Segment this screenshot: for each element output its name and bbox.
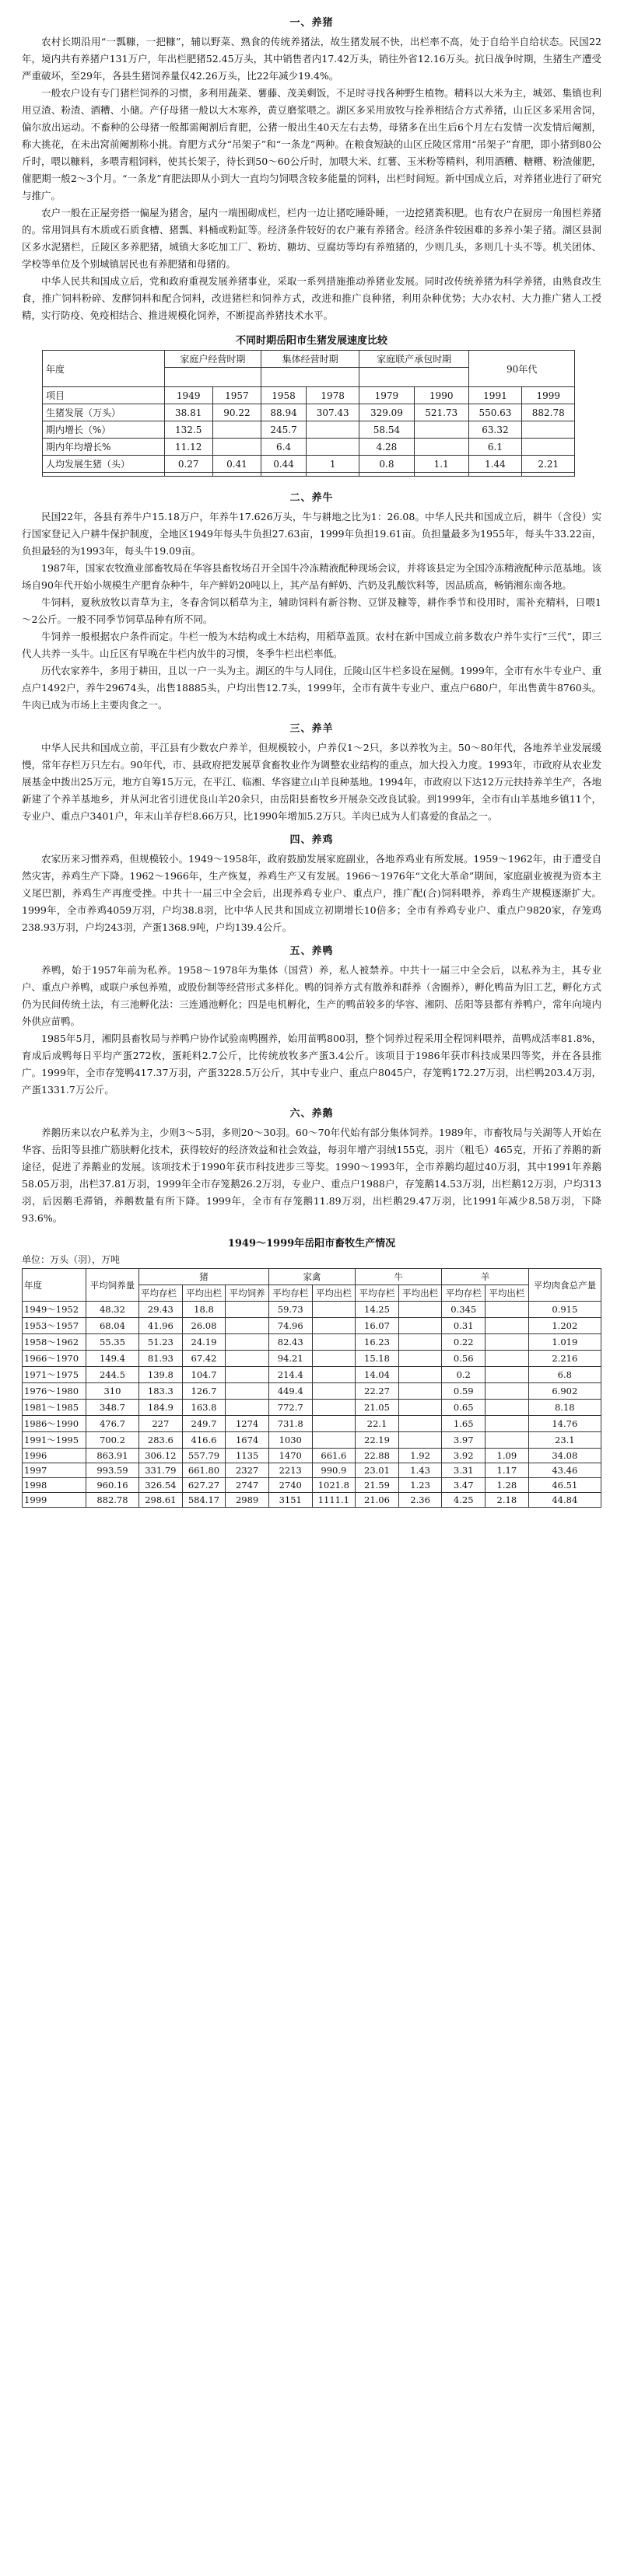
table-header-cell: 平均饲养量 — [86, 1269, 138, 1302]
table-cell: 1135 — [226, 1449, 269, 1463]
table-cell: 46.51 — [528, 1478, 601, 1493]
table-cell: 283.6 — [139, 1432, 183, 1449]
table-cell: 126.7 — [182, 1383, 226, 1400]
paragraph: 1987年，国家农牧渔业部畜牧局在华容县畜牧场召开全国牛冷冻精液配种现场会议，并将该县定为全国冷冻精液配种示范基地。该场自90年代开始小规模生产肥育杂种牛，年产鲜奶20吨以上，其产品有鲜奶、汽奶及乳酸饮料等，因品质高，畅销湘东南各地。 — [22, 562, 601, 591]
table-cell — [398, 1318, 442, 1334]
table-row — [23, 1416, 601, 1432]
table-header-cell: 年度 — [23, 1269, 86, 1302]
table-cell: 2.216 — [528, 1351, 601, 1367]
table-cell: 1953～1957 — [23, 1318, 86, 1334]
table-cell: 44.84 — [528, 1493, 601, 1508]
paragraph: 中华人民共和国成立前，平江县有少数农户养羊，但规模较小，户养仅1～2只，多以养牧为主。50～80年代，各地养羊业发展缓慢，常年存栏万只左右。90年代，市、县政府把发展草食畜牧业作为调整农业结构的重点，加大投入力度。1993年，市政府从农业发展基金中拨出25万元，地方自筹15万元，在平江、临湘、华容建立山羊良种基地。1994年，市政府以下达12万元扶持养羊生产，各地新建了个养羊基地乡，并从河北省引进优良山羊20余只，由岳阳县畜牧乡开展杂交改良试验。到1999年，全市有山羊基地乡镇11个，专业户、重点户3401户，年末山羊存栏8.66万只，比1990年增加5.2万只。羊肉已成为人们喜爱的食品之一。 — [22, 742, 601, 822]
table-cell: 11.12 — [164, 439, 212, 456]
table-cell: 1958～1962 — [23, 1334, 86, 1351]
table-cell — [398, 1334, 442, 1351]
table-cell: 1.1 — [414, 456, 468, 473]
table-cell: 1.09 — [486, 1449, 529, 1463]
table-cell — [312, 1367, 356, 1383]
table-cell: 227 — [139, 1416, 183, 1432]
table-cell: 21.05 — [356, 1400, 399, 1416]
table-cell — [486, 1416, 529, 1432]
table-header-cell: 平均出栏 — [398, 1285, 442, 1302]
table-cell — [226, 1400, 269, 1416]
table-cell: 期内增长（%） — [43, 421, 165, 439]
table-cell: 993.59 — [86, 1463, 138, 1478]
table-cell: 94.21 — [268, 1351, 312, 1367]
table-cell — [486, 1400, 529, 1416]
paragraph: 牛饲养一般根据农户条件而定。牛栏一般为木结构或土木结构，用稻草盖顶。农村在新中国成立前多数农户养牛实行“三代”，即三代人共养一头牛。山丘区有早晚在牛栏内放牛的习惯，冬季牛栏出栏率低。 — [22, 631, 601, 659]
table-cell: 6.8 — [528, 1367, 601, 1383]
table-cell: 661.6 — [312, 1449, 356, 1463]
table-header-cell: 平均肉食总产量 — [528, 1269, 601, 1302]
table-cell — [212, 439, 261, 456]
table-cell — [226, 1318, 269, 1334]
table-cell: 584.17 — [182, 1493, 226, 1508]
table-cell — [414, 473, 468, 477]
table-cell: 1.202 — [528, 1318, 601, 1334]
table-row — [23, 1463, 601, 1478]
table-cell: 2.36 — [398, 1493, 442, 1508]
paragraph: 农家历来习惯养鸡，但规模较小。1949～1958年，政府鼓励发展家庭副业，各地养鸡业有所发展。1959～1962年，由于遭受自然灾害，养鸡生产下降。1962～1966年，生产恢复，养鸡生产又有发展。1966～1976年“文化大革命”期间，家庭副业被视为资本主义尾巴割，养鸡生产再度受挫。中共十一届三中全会后，出现养鸡专业户、重点户，推广配(合)饲料喂养，养鸡生产规模逐渐扩大。1999年，全市养鸡4059万羽，户均38.8羽，比中华人民共和国成立初期增长10倍多；全市有养鸡专业户、重点户9820家，存笼鸡238.93万羽，户均243羽，产蛋1368.9吨，户均139.4公斤。 — [22, 853, 601, 933]
table-cell: 22.19 — [356, 1432, 399, 1449]
table-cell: 88.94 — [261, 404, 307, 421]
table-cell: 521.73 — [414, 404, 468, 421]
table-cell — [486, 1318, 529, 1334]
table-cell: 2747 — [226, 1478, 269, 1493]
table-header-cell: 平均出栏 — [182, 1285, 226, 1302]
table-row — [23, 1432, 601, 1449]
table-cell: 1981～1985 — [23, 1400, 86, 1416]
table-header-cell: 家庭联产承包时期 — [359, 351, 469, 368]
table-row — [23, 1351, 601, 1367]
table-cell: 245.7 — [261, 421, 307, 439]
table-cell: 1674 — [226, 1432, 269, 1449]
table-cell — [486, 1334, 529, 1351]
table-row — [23, 1367, 601, 1383]
table-cell — [522, 421, 575, 439]
table-cell: 58.54 — [359, 421, 414, 439]
table-cell: 项目 — [43, 387, 165, 404]
pig-structure-table — [42, 350, 575, 477]
table-cell: 26.08 — [182, 1318, 226, 1334]
table-cell — [312, 1432, 356, 1449]
table-cell: 23.1 — [528, 1432, 601, 1449]
table-cell: 2327 — [226, 1463, 269, 1478]
table-cell: 24.19 — [182, 1334, 226, 1351]
table-cell: 1966～1970 — [23, 1351, 86, 1367]
table-cell: 1990 — [414, 387, 468, 404]
table-header-cell: 家庭户经营时期 — [164, 351, 261, 368]
table-cell — [312, 1400, 356, 1416]
paragraph: 历代农家养牛，多用于耕田，且以一户一头为主。湖区的牛与人同住，丘陵山区牛栏多设在屋侧。1999年，全市有水牛专业户、重点户1492户，养牛29674头，出售18885头，户均出售12.7头，1999年，全市有黄牛专业户、重点户680户，年出售黄牛8760头。牛肉已成为市场上主要肉食之一。 — [22, 665, 601, 711]
table-cell: 149.4 — [86, 1351, 138, 1367]
table-cell: 63.32 — [468, 421, 521, 439]
paragraph: 养鹅历来以农户私养为主，少则3～5羽，多则20～30羽。60～70年代始有部分集体饲养。1989年，市畜牧局与关湖等人开始在华容、岳阳等县推广筋肤孵化技术，获得较好的经济效益和社会效益，每羽年增产羽绒155克，羽片（粗毛）465克，开拓了养鹅的新途径，促进了养鹅业的发展。该项技术于1990年获市科技进步三等奖。1990～1993年，全市养鹅均超过40万羽，其中1991年养鹅58.05万羽，出栏37.81万羽，1999年全市存笼鹅26.2万羽，专业户、重点户1988户，存笼鹅14.53万羽，出栏鹅12万羽，户均313羽，后因鹅毛滞销，养鹅数量有所下降。1999年，全市有存笼鹅11.89万羽，出栏鹅29.47万羽，比1991年减少8.58万羽，下降93.6%。 — [22, 1127, 601, 1224]
table-cell: 1.17 — [486, 1463, 529, 1478]
table-cell: 882.78 — [522, 404, 575, 421]
section-title-sheep: 三、养羊 — [289, 723, 334, 735]
table-cell: 0.915 — [528, 1302, 601, 1318]
table-cell: 22.27 — [356, 1383, 399, 1400]
table-cell: 14.25 — [356, 1302, 399, 1318]
paragraph: 养鸭，始于1957年前为私养。1958～1978年为集体（国营）养，私人被禁养。中共十一届三中全会后，以私养为主，其专业户、重点户养鸭，或联户承包养殖，或股份制等经营形式多样化。鸭的饲养方式有散养和群养（舍圈养），孵化鸭苗为旧工艺，孵化方式仍为民间传统土法，有三池孵化法：三连通池孵化；四是电机孵化，生产的鸭苗较多的华容、湘阴、岳阳等县都有养鸭户，常年向境内外供应苗鸭。 — [22, 964, 601, 1027]
table-cell — [226, 1334, 269, 1351]
table-cell — [312, 1302, 356, 1318]
table-cell: 0.56 — [442, 1351, 486, 1367]
table-cell — [468, 473, 521, 477]
table-cell: 1470 — [268, 1449, 312, 1463]
table-header-cell: 平均存栏 — [268, 1285, 312, 1302]
table-cell — [212, 473, 261, 477]
table-cell: 1976～1980 — [23, 1383, 86, 1400]
table-cell: 1274 — [226, 1416, 269, 1432]
table-cell: 882.78 — [86, 1493, 138, 1508]
paragraph: 民国22年，各县有养牛户15.18万户，年养牛17.626万头，牛与耕地之比为1：26.08。中华人民共和国成立后，耕牛（含役）实行国家登记入户耕牛保护制度，全地区1949年每头牛负担27.63亩，1999年负担19.61亩。负担量最多为1955年，每头牛33.22亩，负担最轻的为1993年，每头牛19.09亩。 — [22, 511, 601, 557]
table-cell: 0.59 — [442, 1383, 486, 1400]
table-cell: 132.5 — [164, 421, 212, 439]
table-cell: 55.35 — [86, 1334, 138, 1351]
table-cell: 1978 — [307, 387, 359, 404]
table-cell: 244.5 — [86, 1367, 138, 1383]
table-cell — [212, 421, 261, 439]
table-row — [23, 1478, 601, 1493]
table-cell — [164, 473, 212, 477]
table-cell: 43.46 — [528, 1463, 601, 1478]
table-cell: 期内年均增长% — [43, 439, 165, 456]
table-cell: 1.28 — [486, 1478, 529, 1493]
table-cell — [398, 1351, 442, 1367]
table-cell: 184.9 — [139, 1400, 183, 1416]
table-cell: 1971～1975 — [23, 1367, 86, 1383]
table-cell: 1998 — [23, 1478, 86, 1493]
table-header-cell: 牛 — [356, 1269, 442, 1285]
table-cell: 6.902 — [528, 1383, 601, 1400]
table-row — [23, 1400, 601, 1416]
table-cell: 生猪发展（万头） — [43, 404, 165, 421]
table-cell: 348.7 — [86, 1400, 138, 1416]
table-cell — [486, 1302, 529, 1318]
table-cell: 249.7 — [182, 1416, 226, 1432]
table-header-cell: 平均存栏 — [442, 1285, 486, 1302]
paragraph: 牛饲料，夏秋放牧以青草为主，冬春舍饲以稻草为主，辅助饲料有新谷物、豆饼及糠等，耕作季节和役用时，需补充精料，日喂1～2公斤。一般不同季节饲草品种有所不同。 — [22, 596, 601, 625]
table-cell: 1991～1995 — [23, 1432, 86, 1449]
table-cell — [398, 1432, 442, 1449]
table-cell: 2.21 — [522, 456, 575, 473]
table-cell — [359, 473, 414, 477]
table-cell: 1.23 — [398, 1478, 442, 1493]
table-cell: 1999 — [23, 1493, 86, 1508]
table-cell: 416.6 — [182, 1432, 226, 1449]
table-cell: 1.019 — [528, 1334, 601, 1351]
table-cell: 34.08 — [528, 1449, 601, 1463]
table-cell: 1021.8 — [312, 1478, 356, 1493]
table-cell: 2.18 — [486, 1493, 529, 1508]
table-cell — [414, 421, 468, 439]
table-title-pig-structure: 不同时期岳阳市生猪发展速度比较 — [235, 335, 387, 347]
table-cell: 1111.1 — [312, 1493, 356, 1508]
table-cell: 8.18 — [528, 1400, 601, 1416]
table-cell — [398, 1400, 442, 1416]
section-title-chicken: 四、养鸡 — [289, 834, 334, 846]
table-cell: 3151 — [268, 1493, 312, 1508]
table-cell: 68.04 — [86, 1318, 138, 1334]
table-cell: 29.43 — [139, 1302, 183, 1318]
table-cell — [522, 473, 575, 477]
table-cell: 0.345 — [442, 1302, 486, 1318]
table-cell: 326.54 — [139, 1478, 183, 1493]
table-header-cell: 家禽 — [268, 1269, 355, 1285]
table-cell: 298.61 — [139, 1493, 183, 1508]
table-cell: 163.8 — [182, 1400, 226, 1416]
table-row — [23, 1383, 601, 1400]
table-cell: 1986～1990 — [23, 1416, 86, 1432]
table-cell: 0.31 — [442, 1318, 486, 1334]
table-cell — [398, 1367, 442, 1383]
table-cell — [312, 1318, 356, 1334]
table-cell: 990.9 — [312, 1463, 356, 1478]
table-cell: 1.92 — [398, 1449, 442, 1463]
table-cell: 1999 — [522, 387, 575, 404]
table-cell — [312, 1334, 356, 1351]
table-cell: 3.47 — [442, 1478, 486, 1493]
table-title-livestock: 1949～1999年岳阳市畜牧生产情况 — [227, 1238, 396, 1250]
table-cell: 90.22 — [212, 404, 261, 421]
paragraph: 1985年5月，湘阴县畜牧局与养鸭户协作试验南鸭圈养，始用苗鸭800羽，整个饲养过程采用全程饲料喂养，苗鸭成活率81.8%，育成后成鸭每日平均产蛋272枚，蛋耗料2.7公斤，比传统放牧多产蛋3.4公斤。该项目于1986年获市科技成果四等奖，并在各县推广。1999年，全市存笼鸭417.37万羽，产蛋3228.5万公斤，其中专业户、重点户8045户，存笼鸭172.27万羽，出栏鸭203.4万羽，产蛋1331.7万公斤。 — [22, 1033, 601, 1096]
table-cell: 67.42 — [182, 1351, 226, 1367]
paragraph: 农村长期沿用“一瓢糠，一把糠”，辅以野菜、熟食的传统养猪法，故生猪发展不快，出栏率不高，处于自给半自给状态。民国22年，境内共有养猪户131万户，年出栏肥猪52.45万头，其中销售者内17.42万头，销往外省12.16万头。抗日战争时期，生猪生产遭受严重破坏，至29年，各县生猪饲养量仅42.26万头，比22年减少19.4%。 — [22, 36, 601, 82]
table-cell: 16.07 — [356, 1318, 399, 1334]
table-cell: 1949～1952 — [23, 1302, 86, 1318]
table-cell: 18.8 — [182, 1302, 226, 1318]
table-cell: 16.23 — [356, 1334, 399, 1351]
table-cell: 0.65 — [442, 1400, 486, 1416]
section-title-duck: 五、养鸭 — [289, 945, 334, 957]
table-cell: 21.06 — [356, 1493, 399, 1508]
table-cell: 960.16 — [86, 1478, 138, 1493]
table-cell: 1996 — [23, 1449, 86, 1463]
table-header-cell: 猪 — [139, 1269, 269, 1285]
table-header-cell: 平均存栏 — [356, 1285, 399, 1302]
table-cell — [43, 473, 165, 477]
table-cell: 59.73 — [268, 1302, 312, 1318]
table-cell: 3.97 — [442, 1432, 486, 1449]
table-cell: 214.4 — [268, 1367, 312, 1383]
table-row — [23, 1334, 601, 1351]
table-cell — [414, 439, 468, 456]
table-cell: 0.2 — [442, 1367, 486, 1383]
table-cell: 6.4 — [261, 439, 307, 456]
section-title-cattle: 二、养牛 — [289, 492, 334, 504]
table-cell: 0.8 — [359, 456, 414, 473]
table-cell: 22.88 — [356, 1449, 399, 1463]
table-cell: 306.12 — [139, 1449, 183, 1463]
table-cell — [307, 421, 359, 439]
table-cell: 2213 — [268, 1463, 312, 1478]
table-cell: 1997 — [23, 1463, 86, 1478]
table-cell: 550.63 — [468, 404, 521, 421]
table-cell: 人均发展生猪（头） — [43, 456, 165, 473]
table-cell — [486, 1351, 529, 1367]
table-cell — [307, 439, 359, 456]
table-cell: 1949 — [164, 387, 212, 404]
table-cell: 661.80 — [182, 1463, 226, 1478]
table-cell — [398, 1302, 442, 1318]
table-row — [23, 1302, 601, 1318]
table-cell: 449.4 — [268, 1383, 312, 1400]
table-cell: 23.01 — [356, 1463, 399, 1478]
table-cell — [522, 439, 575, 456]
table-cell: 4.28 — [359, 439, 414, 456]
table-header-cell: 平均出栏 — [312, 1285, 356, 1302]
table-cell: 1957 — [212, 387, 261, 404]
table-cell: 15.18 — [356, 1351, 399, 1367]
table-cell: 1979 — [359, 387, 414, 404]
table-cell: 0.27 — [164, 456, 212, 473]
table-cell: 3.31 — [442, 1463, 486, 1478]
table-cell: 48.32 — [86, 1302, 138, 1318]
table-cell: 307.43 — [307, 404, 359, 421]
table-cell — [398, 1416, 442, 1432]
table-cell — [226, 1367, 269, 1383]
table-cell: 1.65 — [442, 1416, 486, 1432]
table-cell: 557.79 — [182, 1449, 226, 1463]
table-cell: 1.43 — [398, 1463, 442, 1478]
table-cell — [307, 473, 359, 477]
table-cell: 731.8 — [268, 1416, 312, 1432]
table-cell: 4.25 — [442, 1493, 486, 1508]
livestock-table — [22, 1268, 601, 1508]
table-header-cell: 年度 — [43, 351, 165, 387]
table-cell — [486, 1367, 529, 1383]
table-cell — [261, 473, 307, 477]
table-cell: 2740 — [268, 1478, 312, 1493]
table-cell: 183.3 — [139, 1383, 183, 1400]
table-cell — [486, 1383, 529, 1400]
table-header-cell: 平均存栏 — [139, 1285, 183, 1302]
table-cell — [226, 1351, 269, 1367]
table-cell: 0.22 — [442, 1334, 486, 1351]
table-cell: 476.7 — [86, 1416, 138, 1432]
table-cell: 0.41 — [212, 456, 261, 473]
table-cell: 0.44 — [261, 456, 307, 473]
table-cell: 6.1 — [468, 439, 521, 456]
paragraph: 农户一般在正屋旁搭一偏屋为猪舍，屋内一端围砌成栏，栏内一边让猪吃睡卧睡，一边挖猪粪积肥。也有农户在厨房一角围栏养猪的。常用饲具有木质或石质食槽、猪瓢、料桶或粉缸等。经济条件较好的农户兼有养猪舍。经济条件较困难的多养小架子猪。湖区县洞区多水泥猪栏，丘陵区多养肥猪，城镇大多吃加工厂、粉坊、糖坊、豆腐坊等均有养殖猪的，少则几头，多则几十头不等。机关团体、学校等单位及个别城镇居民也有养肥猪和母猪的。 — [22, 207, 601, 270]
section-title-goose: 六、养鹅 — [289, 1108, 334, 1120]
table-cell: 14.04 — [356, 1367, 399, 1383]
table-row — [23, 1318, 601, 1334]
table-cell: 1.44 — [468, 456, 521, 473]
table-header-cell: 集体经营时期 — [261, 351, 359, 368]
table-unit: 单位：万头（羽），万吨 — [22, 1254, 121, 1265]
table-cell — [226, 1302, 269, 1318]
table-cell: 21.59 — [356, 1478, 399, 1493]
table-cell: 51.23 — [139, 1334, 183, 1351]
table-header-cell: 平均出栏 — [486, 1285, 529, 1302]
table-cell: 81.93 — [139, 1351, 183, 1367]
table-header-cell: 90年代 — [468, 351, 575, 387]
table-cell: 2989 — [226, 1493, 269, 1508]
paragraph: 中华人民共和国成立后，党和政府重视发展养猪事业，采取一系列措施推动养猪业发展。同时改传统养猪为科学养猪，由熟食改生食，推广饲料粉碎、发酵饲料和配合饲料，改进猪栏和饲养方式，改进和推广良种猪，利用杂种优势；大办农村、大力推广猪人工授精，实行防疫、免疫相结合、推进规模化饲养，不断提高养猪技术水平。 — [22, 275, 601, 321]
table-cell — [226, 1383, 269, 1400]
table-cell: 1030 — [268, 1432, 312, 1449]
table-cell — [312, 1383, 356, 1400]
table-header-cell: 羊 — [442, 1269, 528, 1285]
table-cell: 331.79 — [139, 1463, 183, 1478]
table-header-cell: 平均饲养 — [226, 1285, 269, 1302]
table-cell: 1991 — [468, 387, 521, 404]
table-cell: 863.91 — [86, 1449, 138, 1463]
table-cell — [312, 1416, 356, 1432]
table-cell: 772.7 — [268, 1400, 312, 1416]
table-cell: 82.43 — [268, 1334, 312, 1351]
table-cell: 139.8 — [139, 1367, 183, 1383]
table-cell: 104.7 — [182, 1367, 226, 1383]
table-cell: 22.1 — [356, 1416, 399, 1432]
table-cell: 310 — [86, 1383, 138, 1400]
table-cell: 41.96 — [139, 1318, 183, 1334]
table-row — [23, 1449, 601, 1463]
paragraph: 一般农户设有专门猪栏饲养的习惯，多利用蔬菜、薯藤、茂美剩饭，不足时寻找各种野生植物。精料以大米为主，城郊、集镇也利用豆渣、粉渣、酒糟、小储。产仔母猪一般以大木寒养，黄豆磨浆喂之。湖区多采用放牧与拴养相结合方式养猪，山丘区多采用舍饲，偏尔放出运动。不畜种的公母猪一般都需阉割后育肥，公猪一般出生40天左右去势，母猪多在出生后6个月左右发情一次发情后阉割，称大挑花，在未出窝前阉割称小挑。育肥方式分“吊架子”和“一条龙”两种。在粮食短缺的山区丘陵区常用“吊架子”育肥，即小猪到80公斤时，喂以糠料，多喂青粗饲料，使其长架子，待长到50～60公斤时，加喂大米、红薯、玉米粉等精料，利用酒糟、糖糟、粉渣催肥，催肥期一般2～3个月。“一条龙”育肥法即从小到大一直均匀饲喂含较多能量的饲料，出栏时间短。新中国成立后，对养猪业进行了研究与推广。 — [22, 87, 601, 201]
table-row — [23, 1493, 601, 1508]
table-cell: 1958 — [261, 387, 307, 404]
table-cell — [398, 1383, 442, 1400]
table-cell: 74.96 — [268, 1318, 312, 1334]
table-cell: 38.81 — [164, 404, 212, 421]
table-cell: 3.92 — [442, 1449, 486, 1463]
livestock-table-body — [23, 1302, 601, 1508]
table-cell: 14.76 — [528, 1416, 601, 1432]
section-title-pigs: 一、养猪 — [289, 17, 334, 29]
table-cell: 627.27 — [182, 1478, 226, 1493]
table-cell: 700.2 — [86, 1432, 138, 1449]
table-cell — [486, 1432, 529, 1449]
table-cell — [312, 1351, 356, 1367]
table-cell: 329.09 — [359, 404, 414, 421]
table-cell: 1 — [307, 456, 359, 473]
